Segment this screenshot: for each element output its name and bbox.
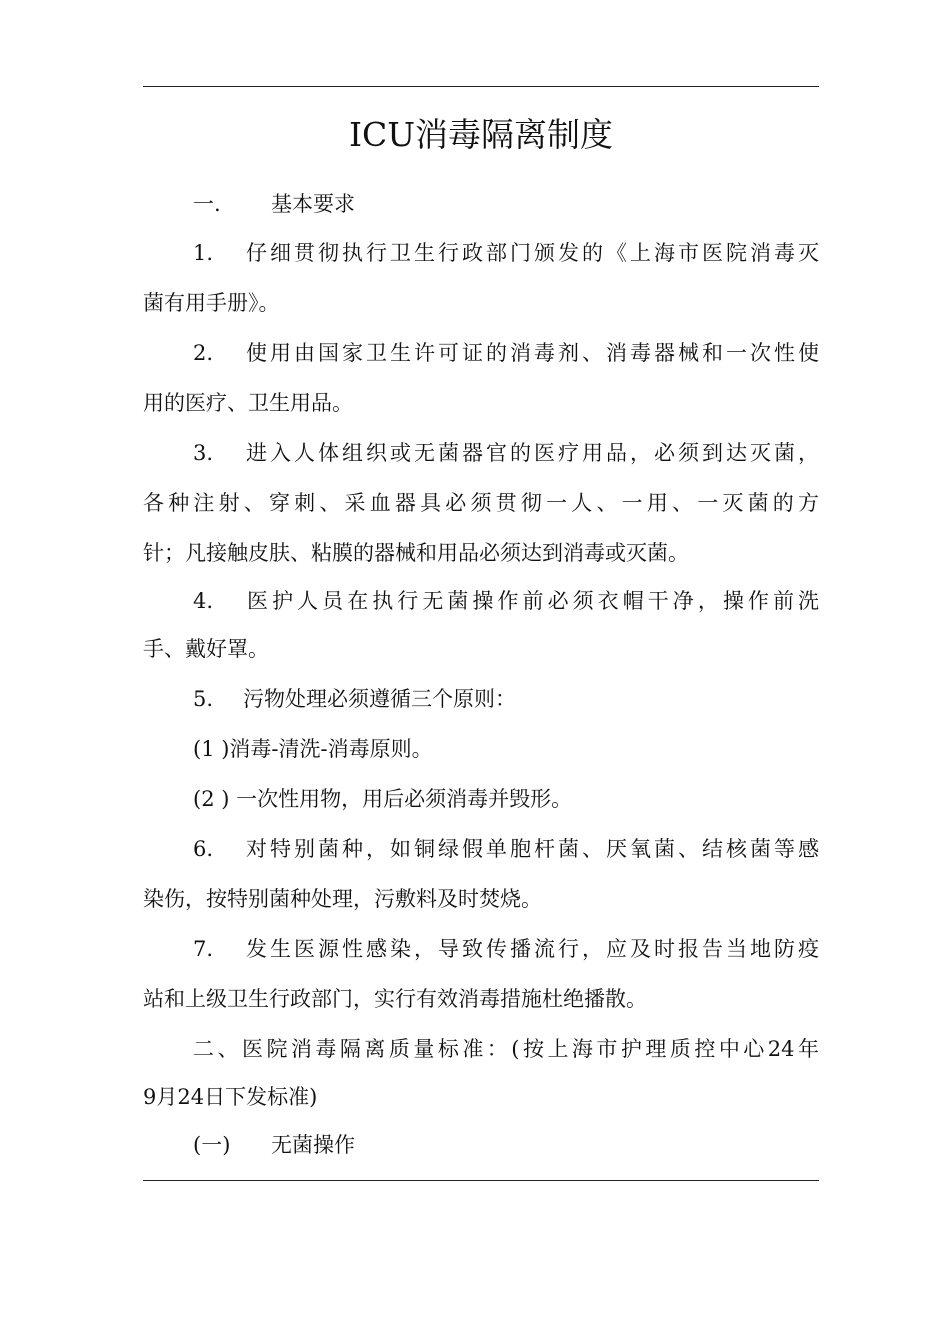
list-item	[193, 238, 819, 268]
list-item	[193, 684, 819, 714]
list-item-continuation: 各种注射、穿刺、采血器具必须贯彻一人、一用、一灭菌的方	[143, 491, 819, 515]
item-number: 1.	[193, 241, 214, 265]
header-rule	[143, 86, 819, 87]
item-number: 6.	[193, 837, 214, 861]
item-text: 使用由国家卫生许可证的消毒剂、消毒器械和一次性使	[243, 341, 819, 365]
list-item-continuation: 手、戴好罩。	[143, 637, 269, 661]
item-number: 3.	[193, 441, 214, 465]
sub-item: (2 ) 一次性用物，用后必须消毒并毁形。	[193, 787, 573, 811]
section-title: 基本要求	[271, 192, 355, 216]
list-item	[193, 338, 819, 368]
section-number: 一.	[193, 192, 221, 216]
list-item-continuation: 菌有用手册》。	[143, 291, 280, 315]
subsection-number: (一)	[193, 1133, 231, 1157]
section-heading-2: 二、医院消毒隔离质量标准：(按上海市护理质控中心24年	[193, 1037, 819, 1061]
document-title: ICU消毒隔离制度	[348, 115, 614, 154]
subsection-title: 无菌操作	[271, 1133, 355, 1157]
item-text: 医护人员在执行无菌操作前必须衣帽干净，操作前洗	[243, 589, 819, 613]
item-text: 发生医源性感染，导致传播流行，应及时报告当地防疫	[243, 937, 819, 961]
list-item	[193, 834, 819, 864]
sub-item: (1 )消毒-清洗-消毒原则。	[193, 737, 433, 761]
item-number: 5.	[193, 687, 214, 711]
item-text: 仔细贯彻执行卫生行政部门颁发的《上海市医院消毒灭	[243, 241, 819, 265]
item-text: 对特别菌种，如铜绿假单胞杆菌、厌氧菌、结核菌等感	[243, 837, 819, 861]
item-number: 2.	[193, 341, 214, 365]
list-item-continuation: 站和上级卫生行政部门，实行有效消毒措施杜绝播散。	[143, 987, 647, 1011]
section-heading-2-continuation: 9月24日下发标准)	[143, 1085, 318, 1109]
list-item	[193, 586, 819, 616]
list-item-continuation: 用的医疗、卫生用品。	[143, 391, 353, 415]
item-text: 进入人体组织或无菌器官的医疗用品，必须到达灭菌，	[243, 441, 819, 465]
subsection-heading	[193, 1130, 819, 1160]
item-number: 4.	[193, 589, 214, 613]
list-item-continuation: 针；凡接触皮肤、粘膜的器械和用品必须达到消毒或灭菌。	[143, 541, 689, 565]
item-number: 7.	[193, 937, 214, 961]
list-item	[193, 438, 819, 468]
list-item	[193, 934, 819, 964]
section-heading	[193, 189, 819, 219]
footer-rule	[143, 1180, 819, 1181]
item-text: 污物处理必须遵循三个原则：	[243, 687, 516, 711]
list-item-continuation: 染伤，按特别菌种处理，污敷料及时焚烧。	[143, 887, 542, 911]
